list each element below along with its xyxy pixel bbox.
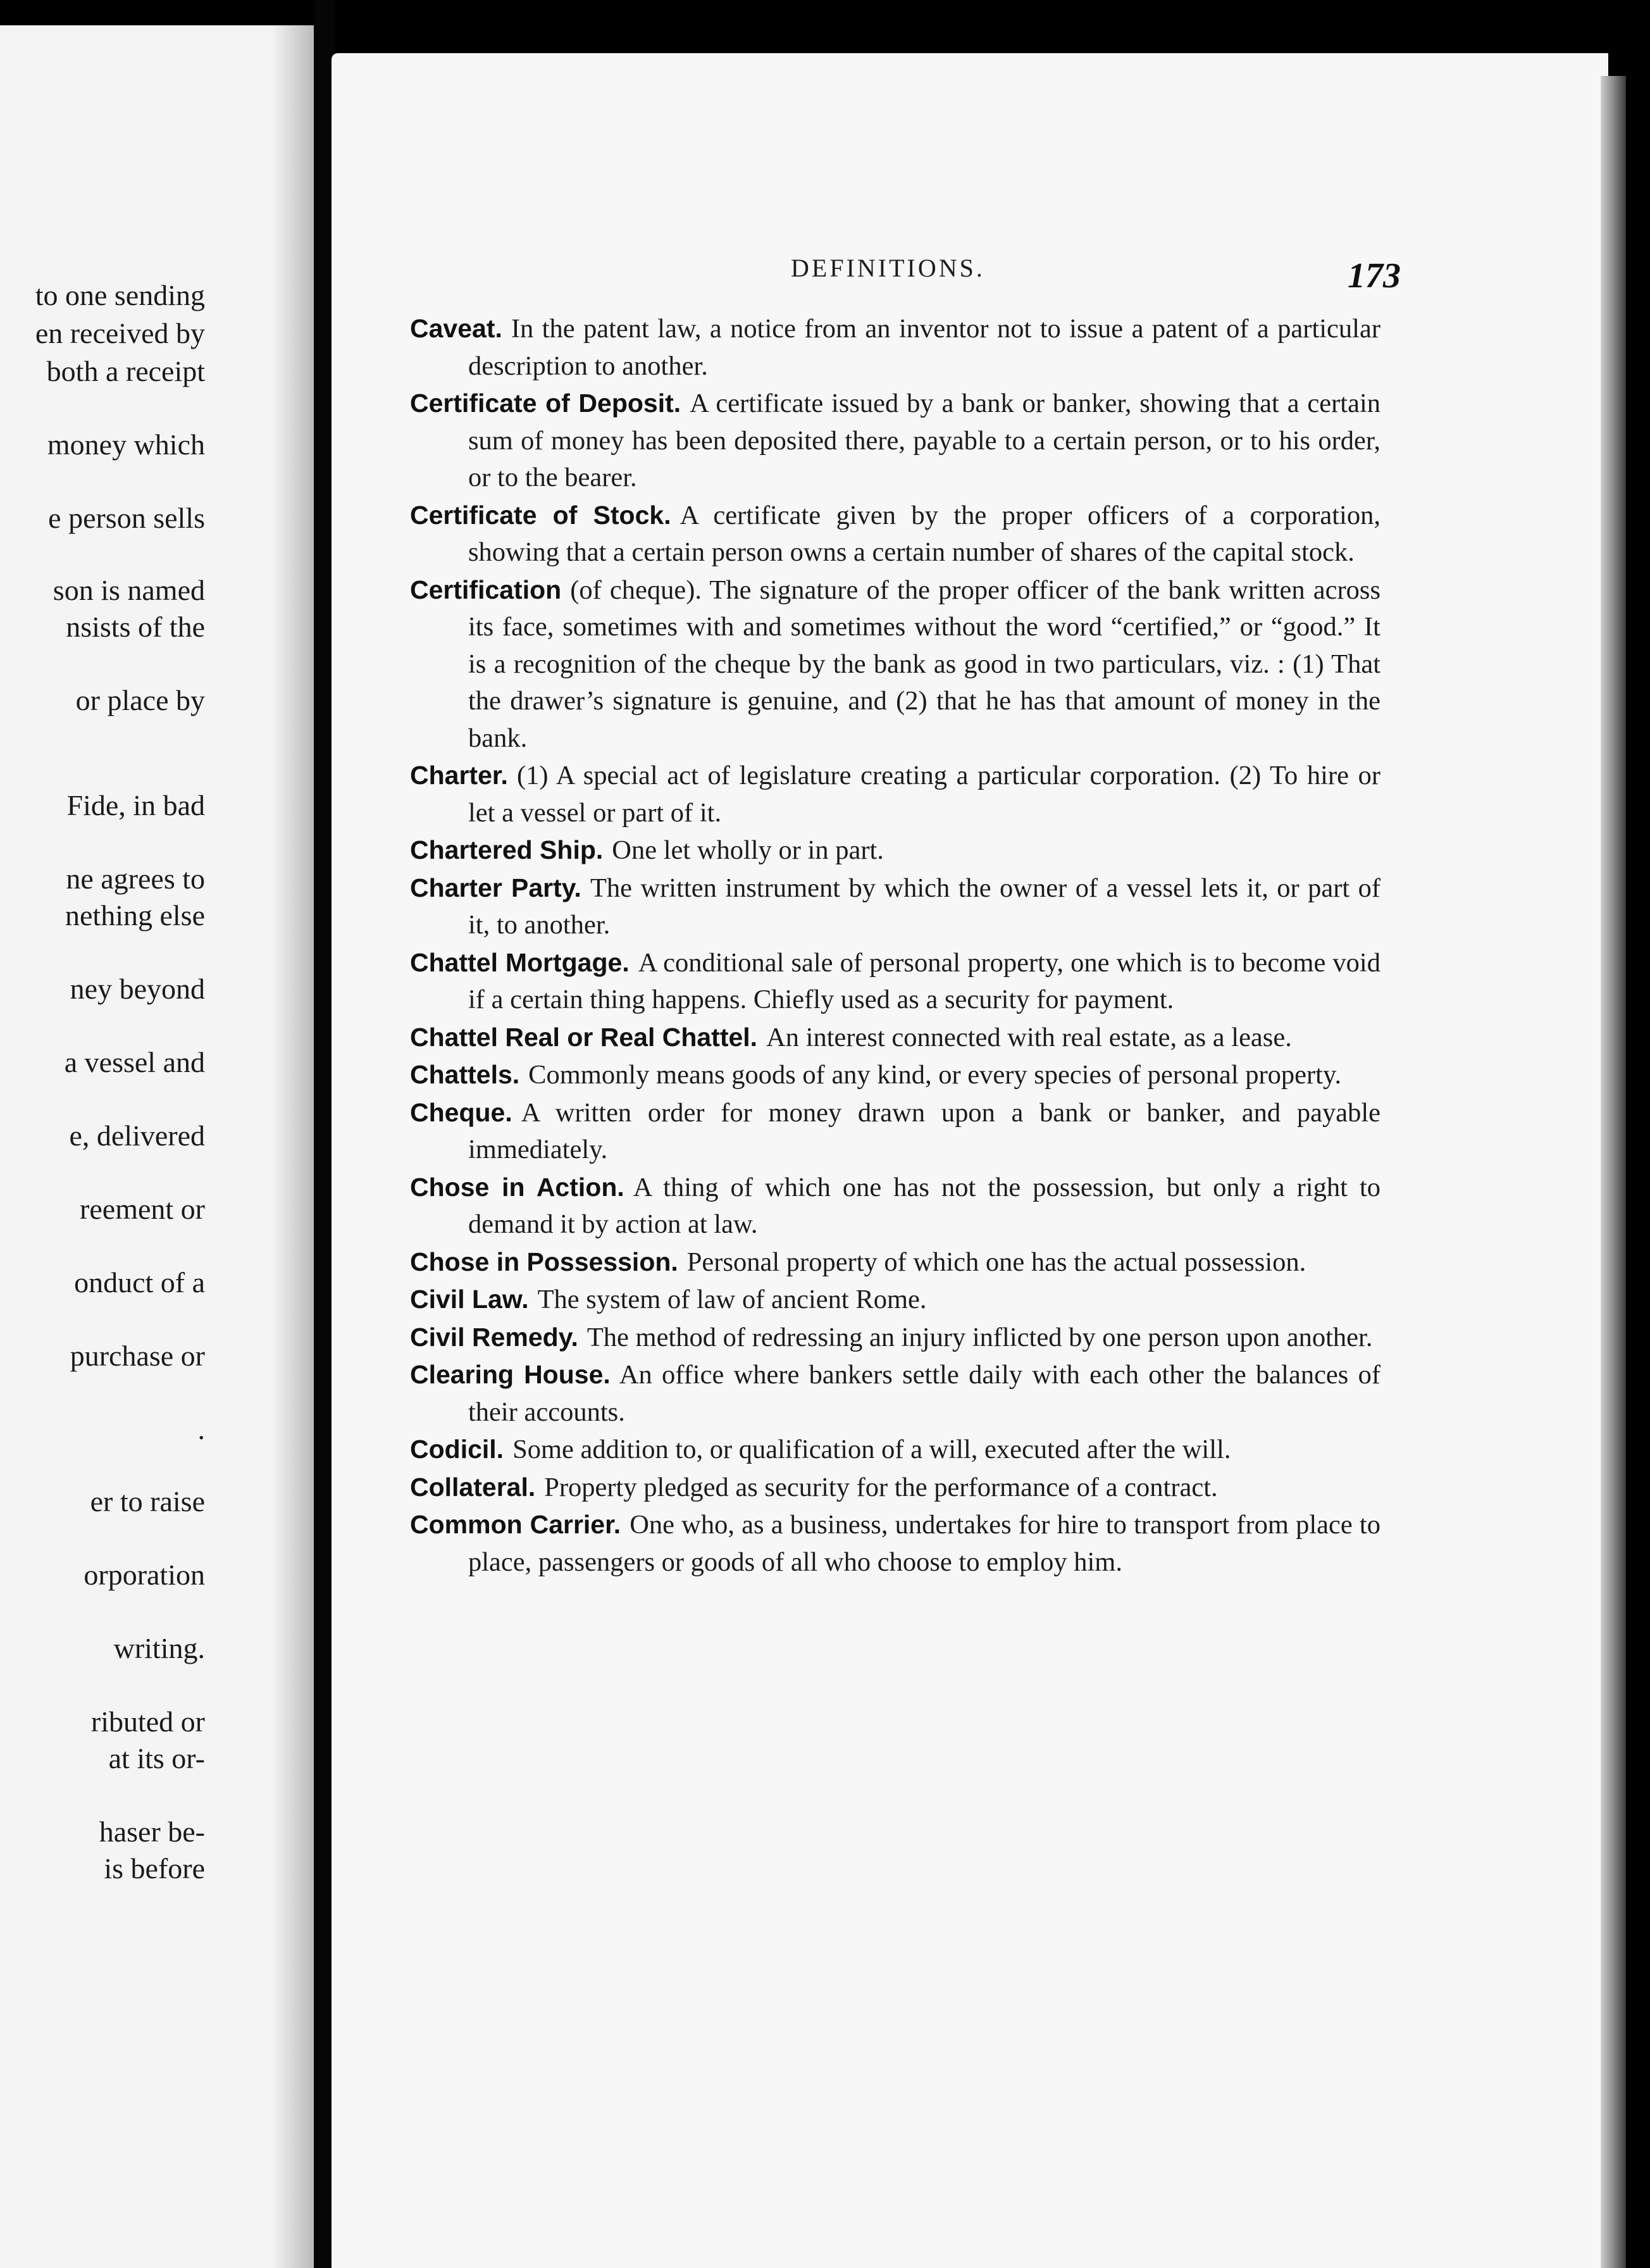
- definition-entry: [410, 1019, 1380, 1057]
- facing-page-line: a vessel and: [64, 1046, 205, 1078]
- definition-entry: [410, 944, 1380, 1019]
- definition-text: One who, as a business, undertakes for hire to transport from place to place, passengers or goods of all who choose to employ him.: [468, 1510, 1380, 1577]
- definition-text: An office where bankers settle daily with each other the balances of their accounts.: [468, 1360, 1381, 1427]
- definition-text: A conditional sale of personal property, one which is to become void if a certain thing happens. Chiefly used as a security for payment.: [468, 947, 1380, 1014]
- definition-term: Chattel Real or Real Chattel.: [410, 1022, 758, 1052]
- facing-page-line: ributed or: [90, 1705, 205, 1738]
- definition-entry: [410, 571, 1380, 757]
- facing-page-line: Fide, in bad: [66, 789, 205, 821]
- definition-term: Clearing House.: [410, 1360, 611, 1389]
- definition-term: Charter Party.: [410, 873, 581, 902]
- page-number: 173: [1348, 256, 1401, 296]
- facing-page-line: money which: [47, 428, 205, 461]
- definition-text: A thing of which one has not the possession, but only a right to demand it by action at law.: [468, 1172, 1381, 1239]
- definition-text: (of cheque). The signature of the proper officer of the bank written across its face, sometimes with and sometimes without the word “certified,” or “good.” It is a recognition of the cheque by the bank as good in two particulars, viz. : (1) That the drawer’s signature is genuine, and (2) that he has that amount of money in the bank.: [468, 575, 1380, 753]
- definition-term: Caveat.: [410, 314, 502, 343]
- facing-page-line: nething else: [65, 899, 205, 932]
- page-edge: [1601, 76, 1626, 2268]
- definition-text: The written instrument by which the owner of a vessel lets it, or part of it, to another.: [468, 873, 1380, 940]
- definition-text: A written order for money drawn upon a bank or banker, and payable immediately.: [468, 1097, 1380, 1164]
- definition-term: Chartered Ship.: [410, 835, 604, 864]
- definition-term: Certificate of Stock.: [410, 500, 671, 530]
- running-head: DEFINITIONS.: [791, 254, 985, 282]
- definition-term: Chose in Action.: [410, 1172, 624, 1202]
- definition-term: Civil Law.: [410, 1285, 529, 1314]
- definition-term: Codicil.: [410, 1435, 504, 1464]
- definition-entry: [410, 1356, 1380, 1431]
- definitions-list: [410, 310, 1380, 1581]
- facing-page-line: writing.: [113, 1632, 205, 1664]
- facing-page-line: er to raise: [90, 1485, 205, 1517]
- definition-text: An interest connected with real estate, as a lease.: [766, 1022, 1292, 1052]
- facing-page-line: at its or-: [108, 1742, 205, 1774]
- definition-text: The system of law of ancient Rome.: [537, 1285, 927, 1314]
- facing-page-line: purchase or: [70, 1340, 205, 1372]
- facing-page-line: .: [197, 1413, 205, 1445]
- definition-text: Some addition to, or qualification of a will, executed after the will.: [512, 1435, 1231, 1464]
- facing-page-line: orporation: [84, 1559, 205, 1591]
- definition-entry: [410, 497, 1380, 571]
- definition-term: Cheque.: [410, 1097, 512, 1127]
- facing-page-line: e, delivered: [69, 1119, 205, 1152]
- definition-term: Certificate of Deposit.: [410, 389, 681, 418]
- definition-text: One let wholly or in part.: [612, 835, 884, 865]
- definition-entry: [410, 310, 1380, 385]
- definition-term: Chattel Mortgage.: [410, 947, 630, 977]
- definition-entry: [410, 1431, 1380, 1469]
- definition-entry: [410, 1506, 1380, 1581]
- definition-term: Common Carrier.: [410, 1510, 621, 1539]
- definition-entry: [410, 1469, 1380, 1507]
- definition-text: Commonly means goods of any kind, or every species of personal property.: [528, 1060, 1342, 1090]
- definition-entry: [410, 832, 1380, 869]
- facing-page-line: both a receipt: [46, 355, 205, 387]
- definition-term: Civil Remedy.: [410, 1322, 578, 1352]
- definition-text: Personal property of which one has the actual possession.: [686, 1247, 1306, 1277]
- definition-text: In the patent law, a notice from an inventor not to issue a patent of a particular description to another.: [468, 314, 1380, 381]
- definition-text: A certificate issued by a bank or banker, showing that a certain sum of money has been deposited there, payable to a certain person, or to his order, or to the bearer.: [468, 389, 1380, 492]
- facing-page-line: e person sells: [48, 502, 205, 534]
- facing-page-line: en received by: [35, 317, 205, 349]
- definition-entry: [410, 757, 1380, 832]
- definition-text: (1) A special act of legislature creating a particular corporation. (2) To hire or let a vessel or part of it.: [468, 761, 1380, 828]
- facing-page-line: ne agrees to: [66, 863, 205, 895]
- definition-term: Chattels.: [410, 1060, 520, 1089]
- definition-entry: [410, 1281, 1380, 1319]
- definition-entry: [410, 1094, 1380, 1169]
- definition-entry: [410, 1243, 1380, 1281]
- definition-term: Chose in Possession.: [410, 1247, 678, 1276]
- facing-page: [0, 25, 314, 2268]
- facing-page-line: reement or: [80, 1193, 205, 1225]
- gutter-shadow: [272, 25, 316, 2268]
- definition-term: Charter.: [410, 761, 508, 790]
- definition-entry: [410, 385, 1380, 497]
- definition-text: Property pledged as security for the performance of a contract.: [544, 1472, 1218, 1502]
- definition-text: A certificate given by the proper officers of a corporation, showing that a certain person owns a certain number of shares of the capital stock.: [468, 500, 1380, 567]
- facing-page-line: nsists of the: [66, 611, 205, 643]
- definition-term: Collateral.: [410, 1472, 536, 1502]
- definition-entry: [410, 869, 1380, 944]
- facing-page-line: son is named: [53, 574, 205, 606]
- facing-page-line: onduct of a: [74, 1266, 205, 1299]
- definition-text: The method of redressing an injury inflicted by one person upon another.: [586, 1322, 1373, 1352]
- facing-page-line: ney beyond: [70, 973, 205, 1005]
- definition-entry: [410, 1056, 1380, 1094]
- facing-page-line: is before: [104, 1852, 205, 1885]
- definition-entry: [410, 1169, 1380, 1243]
- definition-term: Certification: [410, 575, 562, 604]
- facing-page-line: to one sending: [35, 279, 205, 311]
- definition-entry: [410, 1319, 1380, 1357]
- facing-page-line: haser be-: [99, 1816, 205, 1848]
- facing-page-line: or place by: [75, 684, 205, 716]
